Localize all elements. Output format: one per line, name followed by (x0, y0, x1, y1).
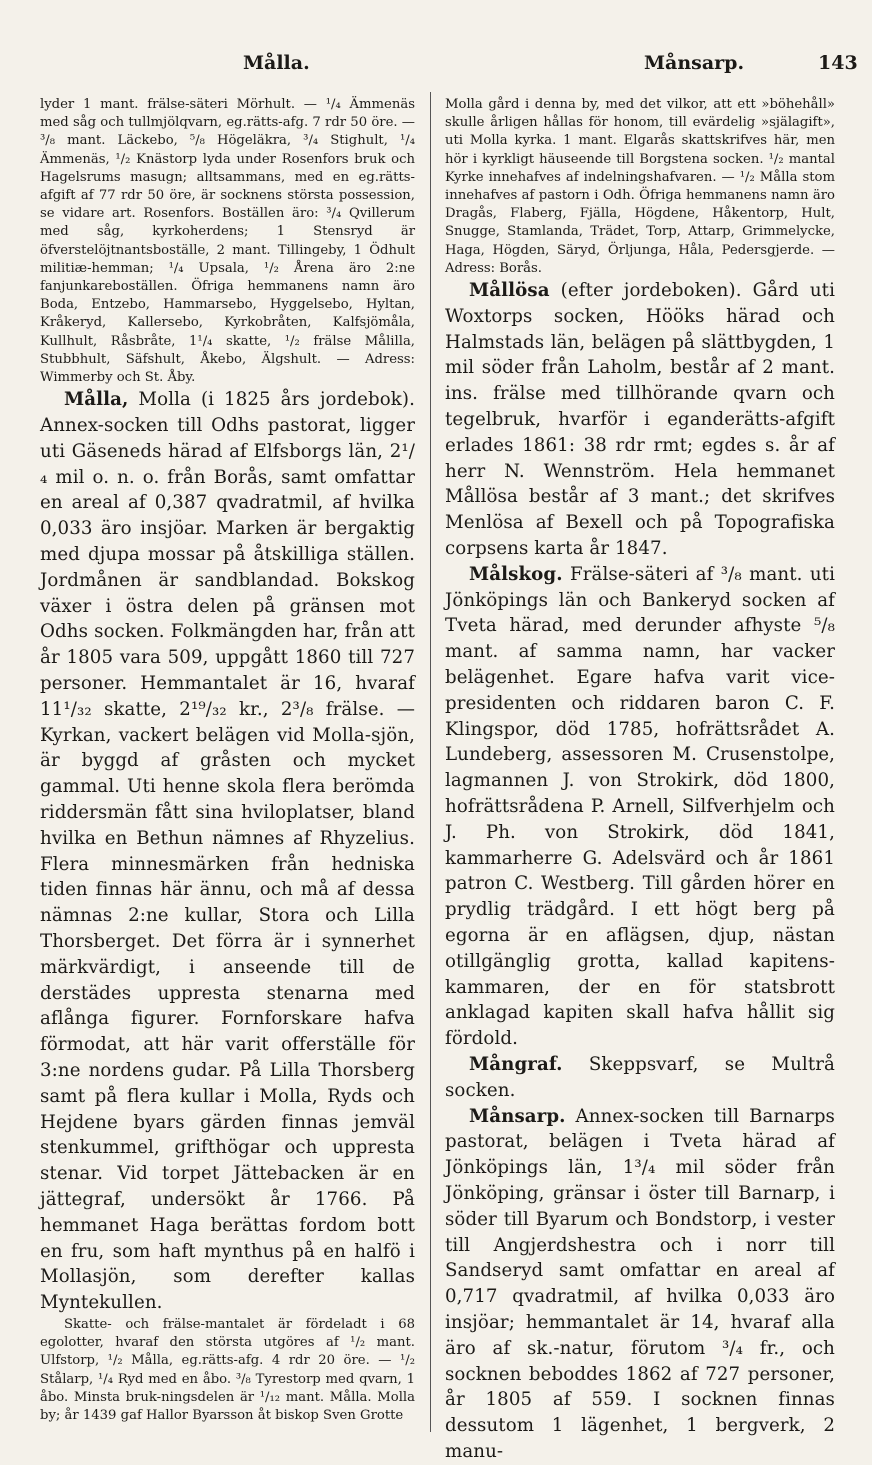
left-column (40, 96, 415, 1425)
entry-headword: Målla, (64, 389, 129, 411)
entry-malla (40, 387, 415, 1316)
entry-malla-mantal (40, 1316, 415, 1425)
running-head-right: Månsarp. (644, 52, 745, 74)
entry-text: Molla (i 1825 års jordebok). Annex-socken till Odhs pastorat, ligger uti Gäseneds härad af Elfsborgs län, 2¹/₄ mil o. n. o. från Borås, samt omfattar en areal af 0,387 qvadratmil, af hvilka 0,033 äro insjöar. Marken är bergaktig med djupa mossar på åtskilliga ställen. Jordmånen är sandblandad. Bokskog växer i östra delen på gränsen mot Odhs socken. Folkmängden har, från att år 1805 vara 509, uppgått 1860 till 727 personer. Hemmantalet är 16, hvaraf 11¹/₃₂ skatte, 2¹⁹/₃₂ kr., 2³/₈ frälse. — Kyrkan, vackert belägen vid Molla-sjön, är byggd af gråsten och mycket gammal. Uti henne skola flera berömda riddersmän fått sina hviloplatser, bland hvilka en Bethun nämnes af Rhyzelius. Flera minnesmärken från hedniska tiden finnas här ännu, och må af dessa nämnas 2:ne kullar, Stora och Lilla Thorsberget. Det förra är i synnerhet märkvärdigt, i anseende till de derstädes uppresta stenarna med aflånga figurer. Fornforskare hafva förmodat, att här varit offerställe för 3:ne nordens gudar. På Lilla Thorsberg samt på flera kullar i Molla, Ryds och Hejdene byars gärden finnas jemväl stenkummel, grifthögar och uppresta stenar. Vid torpet Jättebacken är en jättegraf, undersökt år 1766. På hemmanet Haga berättas fordom bott en fru, som haft mynthus på en halfö i Mollasjön, som derefter kallas Myntekullen. (40, 389, 415, 1314)
page-header (40, 52, 858, 86)
entry-headword: Målskog. (469, 563, 563, 585)
entry-text: Molla gård i denna by, med det vilkor, att ett »böhehåll» skulle årligen hållas för honom, till evärdelig »själagift», uti Molla kyrka. 1 mant. Elgarås skattskrifves här, men hör i kyrkligt häuseende till Borgstena socken. ¹/₂ mantal Kyrke innehafves af indelningshafvaren. — ¹/₂ Målla stom innehafves af pastorn i Odh. Öfriga hemmanens namn äro Dragås, Flaberg, Fjälla, Högdene, Håkentorp, Hult, Snugge, Stamlanda, Trädet, Torp, Attarp, Grimmelycke, Haga, Högden, Säryd, Örljunga, Håla, Pedersgjerde. — Adress: Borås. (445, 97, 835, 276)
entry-headword: Mångraf. (469, 1053, 563, 1075)
entry-text: Annex-socken till Barnarps pastorat, belägen i Tveta härad af Jönköpings län, 1³/₄ mil söder från Jönköping, gränsar i öster till Barnarp, i söder till Byarum och Bondstorp, i vester till Angjerdshestra och i norr till Sandseryd samt omfattar en areal af 0,717 qvadratmil, af hvilka 0,033 äro insjöar; hemmantalet är 14, hvaraf alla äro af sk.-natur, förutom ³/₄ fr., och socknen beboddes 1862 af 727 personer, år 1805 af 559. I socknen finnas dessutom 1 lägenhet, 1 bergverk, 2 manu- (445, 1105, 835, 1462)
entry-mansarp (445, 1104, 835, 1465)
entry-text: Skatte- och frälse-mantalet är fördeladt i 68 egolotter, hvaraf den största utgöres af ¹/₂ mant. Ulfstorp, ¹/₂ Målla, eg.rätts-afg. 4 rdr 20 öre. — ¹/₂ Stålarp, ¹/₄ Ryd med en åbo. ³/₈ Tyrestorp med qvarn, 1 åbo. Minsta bruk-ningsdelen är ¹/₁₂ mant. Målla. Molla by; år 1439 gaf Hallor Byarsson åt biskop Sven Grotte (40, 1316, 415, 1423)
entry-text: Skeppsvarf, se Multrå socken. (445, 1053, 835, 1101)
entry-mangraf (445, 1052, 835, 1104)
running-head-left: Målla. (243, 52, 310, 74)
entry-text: lyder 1 mant. frälse-säteri Mörhult. — ¹/₄ Ämmenäs med såg och tullmjölqvarn, eg.rätts-afg. 7 rdr 50 öre. — ³/₈ mant. Läckebo, ⁵/₈ Högeläkra, ³/₄ Stighult, ¹/₄ Ämmenäs, ¹/₂ Knästorp lyda under Rosenfors bruk och Hagelsrums masugn; alltsammans, med en eg.rätts-afgift af 77 rdr 50 öre, är socknens största possession, se vidare art. Rosenfors. Boställen äro: ³/₄ Qvillerum med såg, kyrkoherdens; 1 Stensryd är öfverstelöjtnantsboställe, 2 mant. Tillingeby, 1 Ödhult militiæ-hemman; ¹/₄ Upsala, ¹/₂ Årena äro 2:ne fanjunkareboställen. Öfriga hemmanens namn äro Boda, Entzebo, Hammarsebo, Hyggelsebo, Hyltan, Kråkeryd, Kallersebo, Kyrkobråten, Kalfsjömåla, Kullhult, Råsbråte, 1¹/₄ skatte, ¹/₂ frälse Målilla, Stubbhult, Säfshult, Åkebo, Älgshult. — Adress: Wimmerby och St. Åby. (40, 97, 415, 386)
entry-mallosa (445, 278, 835, 562)
page-number: 143 (818, 52, 858, 74)
entry-text: Frälse-säteri af ³/₈ mant. uti Jönköpings län och Bankeryd socken af Tveta härad, med derunder afhyste ⁵/₈ mant. af samma namn, har vacker belägenhet. Egare hafva varit vice-presidenten och riddaren baron C. F. Klingspor, död 1785, hofrättsrådet A. Lundeberg, assessoren M. Crusenstolpe, lagmannen J. von Strokirk, död 1800, hofrättsrådena P. Arnell, Silfverhjelm och J. Ph. von Strokirk, död 1841, kammarherre G. Adelsvärd och år 1861 patron C. Westberg. Till gården hörer en prydlig trädgård. I ett högt berg på egorna är en aflägsen, djup, nästan otillgänglig grotta, kallad kapitens-kammaren, der en för statsbrott anklagad kapiten skall hafva hållit sig fördold. (445, 563, 835, 1050)
entry-morhult-continuation (40, 96, 415, 387)
column-divider (430, 92, 431, 1432)
entry-text: (efter jordeboken). Gård uti Woxtorps socken, Hööks härad och Halmstads län, belägen på slättbygden, 1 mil söder från Laholm, består af 2 mant. ins. frälse med tillhörande qvarn och tegelbruk, hvarför i eganderätts-afgift erlades 1861: 38 rdr rmt; egdes s. år af herr N. Wennström. Hela hemmanet Mållösa består af 3 mant.; det skrifves Menlösa af Bexell och på Topografiska corpsens karta år 1847. (445, 280, 835, 559)
entry-headword: Månsarp. (469, 1105, 566, 1127)
entry-molla-continuation (445, 96, 835, 278)
entry-headword: Mållösa (469, 280, 550, 302)
entry-malskog (445, 562, 835, 1052)
right-column (445, 96, 835, 1465)
